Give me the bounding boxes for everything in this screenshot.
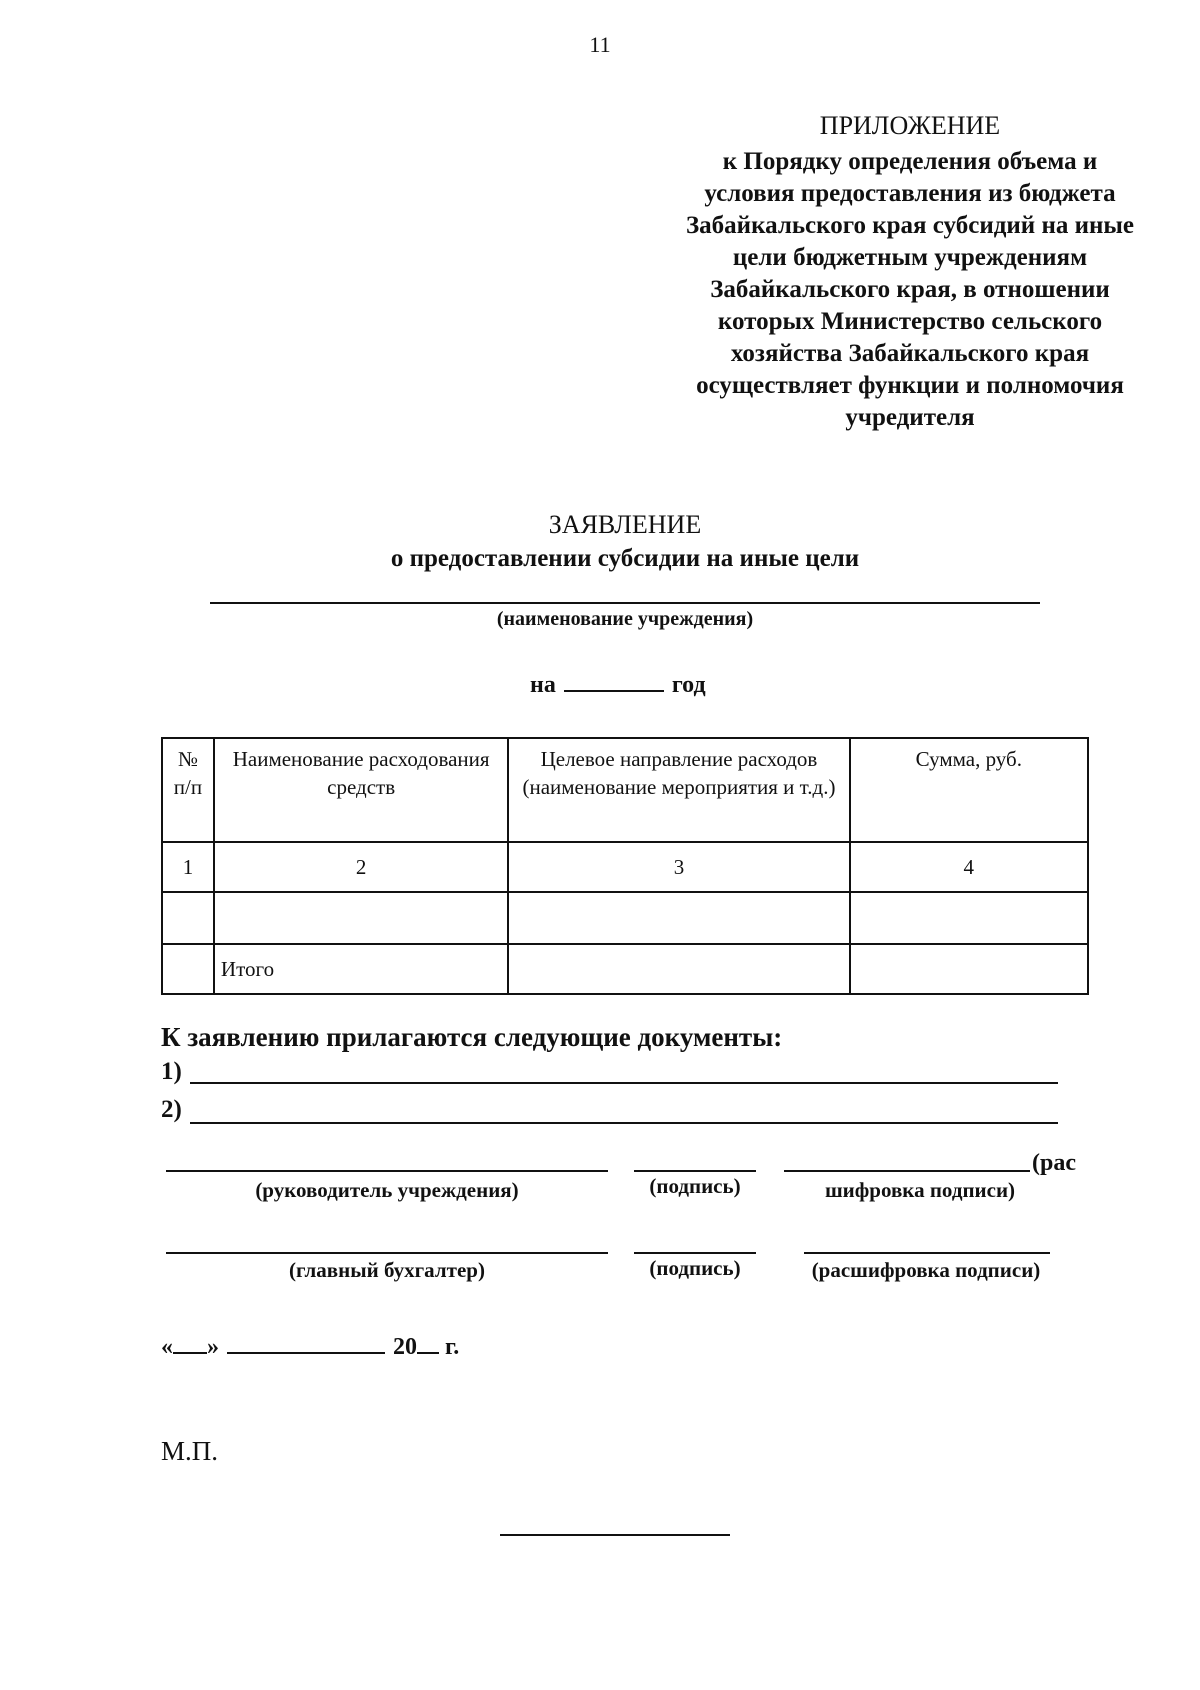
table-total-row <box>162 944 1088 994</box>
documents-title: К заявлению прилагаются следующие документы: <box>161 1022 783 1052</box>
stamp-place: М.П. <box>161 1436 219 1466</box>
column-number-4: 4 <box>850 842 1088 892</box>
table-cell <box>162 892 214 944</box>
institution-caption: (наименование учреждения) <box>496 608 754 630</box>
column-number-1: 1 <box>162 842 214 892</box>
document-item-2: 2) <box>161 1096 182 1123</box>
document-line-1 <box>190 1082 1058 1084</box>
head-decoding-line <box>784 1170 1030 1172</box>
appendix-block <box>650 110 1170 434</box>
date-line <box>161 1334 459 1361</box>
accountant-decoding-line <box>804 1252 1050 1254</box>
header-amount: Сумма, руб. <box>850 738 1088 842</box>
column-number-2: 2 <box>214 842 508 892</box>
table-cell <box>508 892 849 944</box>
accountant-decoding-caption: (расшифровка подписи) <box>811 1258 1041 1282</box>
appendix-line: Забайкальского края, в отношении <box>710 276 1110 303</box>
column-number-3: 3 <box>508 842 849 892</box>
header-expense-name: Наименование расходования средств <box>214 738 508 842</box>
accountant-signature-line <box>166 1252 608 1254</box>
table-header-row <box>162 738 1088 842</box>
table-row <box>162 842 1088 892</box>
institution-name-line <box>210 602 1040 604</box>
table-cell <box>162 944 214 994</box>
appendix-line: цели бюджетным учреждениям <box>732 244 1088 271</box>
total-label: Итого <box>214 944 508 994</box>
document-item-1: 1) <box>161 1058 182 1085</box>
appendix-line: к Порядку определения объема и <box>722 148 1098 175</box>
application-subtitle: о предоставлении субсидии на иные цели <box>390 545 860 572</box>
table-row <box>162 892 1088 944</box>
date-year-prefix: 20 <box>393 1334 417 1360</box>
appendix-line: хозяйства Забайкальского края <box>730 340 1090 367</box>
year-suffix: год <box>671 672 706 698</box>
decoding-prefix: (рас <box>1032 1150 1076 1176</box>
appendix-line: Забайкальского края субсидий на иные <box>685 212 1135 239</box>
year-blank <box>564 672 664 692</box>
table-cell <box>850 892 1088 944</box>
expenses-table <box>161 737 1089 995</box>
document-line-2 <box>190 1122 1058 1124</box>
head-decoding-caption: шифровка подписи) <box>824 1178 1016 1202</box>
appendix-line: условия предоставления из бюджета <box>704 180 1116 207</box>
date-open-quote: « <box>161 1334 173 1360</box>
year-line <box>530 672 706 699</box>
year-prefix: на <box>530 672 556 698</box>
appendix-heading: ПРИЛОЖЕНИЕ <box>819 111 1001 140</box>
application-title: ЗАЯВЛЕНИЕ <box>548 510 702 539</box>
accountant-signature-caption: (подпись) <box>649 1256 741 1280</box>
table-cell <box>850 944 1088 994</box>
appendix-line: учредителя <box>845 404 975 431</box>
table-cell <box>508 944 849 994</box>
head-signature-line <box>166 1170 608 1172</box>
date-close-quote: » <box>207 1334 219 1360</box>
day-blank <box>173 1334 207 1354</box>
appendix-line: которых Министерство сельского <box>717 308 1103 335</box>
head-caption: (руководитель учреждения) <box>255 1178 519 1202</box>
table-cell <box>214 892 508 944</box>
accountant-sign-line <box>634 1252 756 1254</box>
closing-line <box>500 1534 730 1536</box>
head-signature-caption: (подпись) <box>649 1174 741 1198</box>
header-purpose: Целевое направление расходов (наименование мероприятия и т.д.) <box>508 738 849 842</box>
year-digits-blank <box>417 1334 439 1354</box>
month-blank <box>227 1334 385 1354</box>
head-sign-line <box>634 1170 756 1172</box>
accountant-caption: (главный бухгалтер) <box>289 1258 485 1282</box>
appendix-line: осуществляет функции и полномочия <box>696 372 1124 399</box>
date-year-suffix: г. <box>445 1334 460 1360</box>
header-number: № п/п <box>162 738 214 842</box>
page-number: 11 <box>589 32 611 57</box>
